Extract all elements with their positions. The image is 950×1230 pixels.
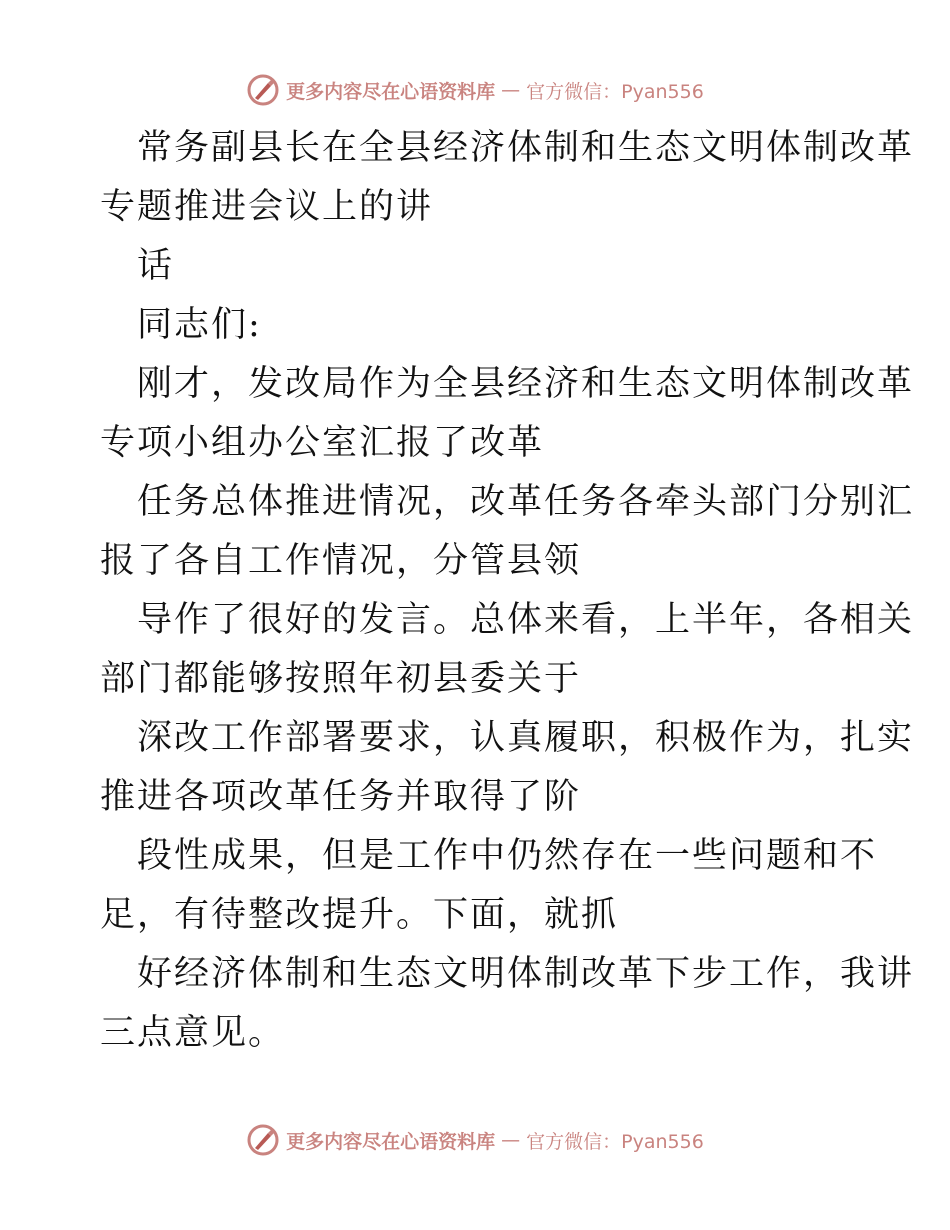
doc-line: 专题推进会议上的讲 xyxy=(100,187,434,227)
pen-circle-logo-icon xyxy=(246,73,280,107)
doc-line: 话 xyxy=(137,246,175,286)
watermark-contact: 官方微信：Pyan556 xyxy=(526,80,704,103)
doc-line: 刚才，发改局作为全县经济和生态文明体制改革 xyxy=(137,364,915,404)
document-body xyxy=(100,119,915,1063)
doc-line: 报了各自工作情况，分管县领 xyxy=(100,541,582,581)
doc-line: 推进各项改革任务并取得了阶 xyxy=(100,777,582,817)
doc-line: 任务总体推进情况，改革任务各牵头部门分别汇 xyxy=(137,482,915,522)
doc-line: 足，有待整改提升。下面，就抓 xyxy=(100,895,619,935)
watermark-dash: — xyxy=(501,1129,521,1151)
doc-line: 深改工作部署要求，认真履职，积极作为，扎实 xyxy=(137,718,915,758)
watermark-main-text: 更多内容尽在心语资料库 xyxy=(286,1130,496,1153)
doc-line: 导作了很好的发言。总体来看，上半年，各相关 xyxy=(137,600,915,640)
watermark-main-text: 更多内容尽在心语资料库 xyxy=(286,80,496,103)
pen-circle-logo-icon xyxy=(246,1123,280,1157)
watermark-header xyxy=(0,70,950,110)
doc-line: 常务副县长在全县经济体制和生态文明体制改革 xyxy=(137,128,915,168)
doc-line: 部门都能够按照年初县委关于 xyxy=(100,659,582,699)
doc-line: 段性成果，但是工作中仍然存在一些问题和不 xyxy=(137,836,878,876)
doc-line: 好经济体制和生态文明体制改革下步工作，我讲 xyxy=(137,954,915,994)
watermark-dash: — xyxy=(501,79,521,101)
doc-line: 三点意见。 xyxy=(100,1013,286,1053)
watermark-footer xyxy=(0,1120,950,1160)
salutation: 同志们: xyxy=(137,305,262,345)
doc-line: 专项小组办公室汇报了改革 xyxy=(100,423,545,463)
watermark-contact: 官方微信：Pyan556 xyxy=(526,1130,704,1153)
